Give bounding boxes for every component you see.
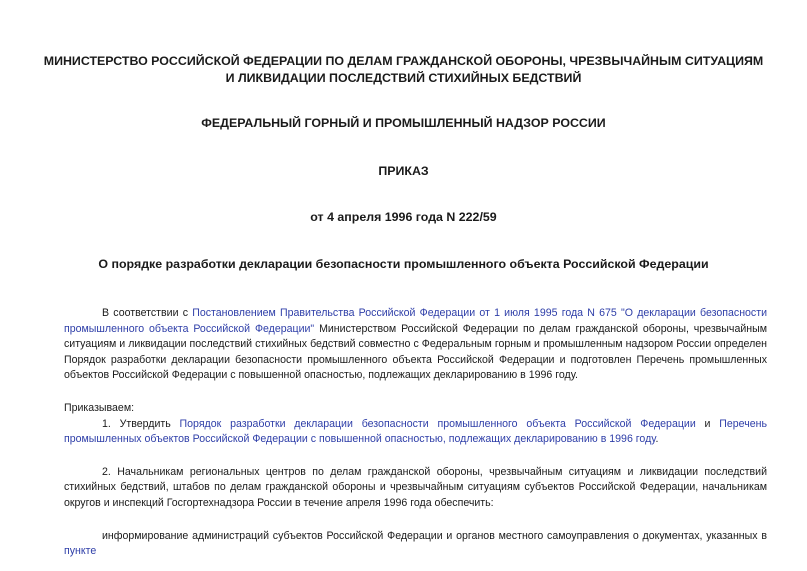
paragraph-item-2: 2. Начальникам региональных центров по делам гражданской обороны, чрезвычайным ситуациям и ликвидации последствий стихийных бедствий, штабов по делам гражданской обороны и чрезвычайным ситуациям субъектов Российской Федерации, начальникам округов и инспекций Госгортехнадзора России в течение апреля 1996 года обеспечить: — [64, 465, 767, 509]
paragraph-informing — [64, 529, 767, 560]
item-1-text-end: . — [655, 433, 659, 446]
preamble-text-start: В соответствии с — [102, 307, 193, 319]
item-1-text-start: 1. Утвердить — [102, 417, 180, 430]
nadzor-heading: ФЕДЕРАЛЬНЫЙ ГОРНЫЙ И ПРОМЫШЛЕННЫЙ НАДЗОР РОССИИ — [201, 116, 606, 130]
resolution-675-link[interactable]: Постановлением Правительства Российской Федерации от 1 июля 1995 года N 675 "О декларации безопасности промышленного объекта Российской Федерации" — [64, 307, 768, 335]
item-1-text-mid: и — [695, 417, 720, 430]
informing-text: информирование администраций субъектов Российской Федерации и органов местного самоуправления о документах, указанных в — [102, 529, 767, 542]
objects-list-link[interactable]: Перечень промышленных объектов Российской Федерации с повышенной опасностью, подлежащих декларированию в 1996 году — [64, 417, 767, 446]
document-title: О порядке разработки декларации безопасности промышленного объекта Российской Федерации — [98, 257, 709, 271]
doc-type-heading: ПРИКАЗ — [378, 164, 429, 178]
paragraph-preamble — [64, 306, 767, 384]
clause-link[interactable]: пункте — [64, 545, 97, 558]
preamble-text-end: Министерством Российской Федерации по делам гражданской обороны, чрезвычайным ситуациям и ликвидации последствий стихийных бедствий совместно с Федеральным горным и промышленным надзором России определен Порядок разработки декларации безопасности промышленного объекта Российской Федерации и подготовлен Перечень промышленных объектов Российской Федерации с повышенной опасностью, подлежащих декларированию в 1996 году. — [64, 322, 767, 382]
ministry-heading: МИНИСТЕРСТВО РОССИЙСКОЙ ФЕДЕРАЦИИ ПО ДЕЛАМ ГРАЖДАНСКОЙ ОБОРОНЫ, ЧРЕЗВЫЧАЙНЫМ СИТУАЦИЯМ И ЛИКВИДАЦИИ ПОСЛЕДСТВИЙ СТИХИЙНЫХ БЕДСТВИЙ — [43, 54, 764, 85]
procedure-link[interactable]: Порядок разработки декларации безопасности промышленного объекта Российской Федерации — [179, 417, 696, 430]
orders-label: Приказываем: — [64, 401, 135, 414]
paragraph-item-1 — [64, 417, 767, 448]
date-number-heading: от 4 апреля 1996 года N 222/59 — [310, 210, 497, 224]
